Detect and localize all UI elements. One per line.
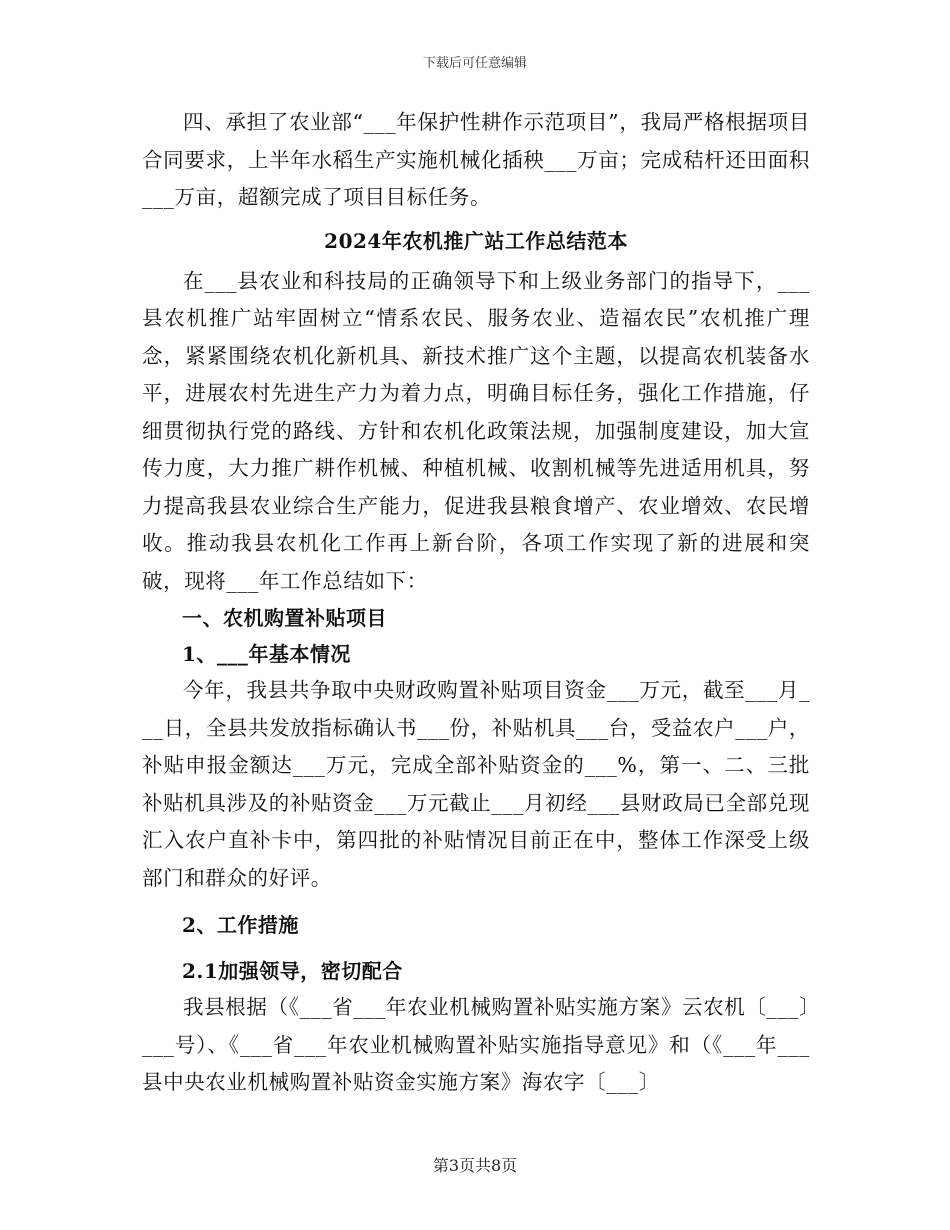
subsection-heading-2: 2、工作措施 (182, 913, 299, 937)
subsection-heading-1: 1、___年基本情况 (182, 642, 351, 666)
paragraph-project: 四、承担了农业部“___年保护性耕作示范项目”，我局严格根据项目合同要求，上半年水稻生产实施机械化插秧___万亩；完成秸杆还田面积___万亩，超额完成了项目目标任务。 (142, 110, 810, 209)
document-body (142, 104, 810, 1102)
section-heading-1: 一、农机购置补贴项目 (182, 606, 387, 630)
page-header: 下载后可任意编辑 (422, 56, 527, 71)
paragraph-intro: 在___县农业和科技局的正确领导下和上级业务部门的指导下，___县农机推广站牢固树立“情系农民、服务农业、造福农民”农机推广理念，紧紧围绕农机化新机具、新技术推广这个主题，以提高农机装备水平，进展农村先进生产力为着力点，明确目标任务，强化工作措施，仔细贯彻执行党的路线、方针和农机化政策法规，加强制度建设，加大宣传力度，大力推广耕作机械、种植机械、收割机械等先进适用机具，努力提高我县农业综合生产能力，促进我县粮食增产、农业增效、农民增收。推动我县农机化工作再上新台阶，各项工作实现了新的进展和突破，现将___年工作总结如下： (142, 268, 810, 593)
paragraph-measures: 我县根据（《___省___年农业机械购置补贴实施方案》云农机〔___〕___号）、《___省___年农业机械购置补贴实施指导意见》和（《___年___县中央农业机械购置补贴资金实施方案》海农字〔___〕 (142, 995, 810, 1094)
subsection-heading-2-1: 2.1加强领导，密切配合 (182, 959, 403, 983)
page-number: 第3页共8页 (432, 1156, 518, 1175)
document-title: 2024年农机推广站工作总结范本 (324, 228, 628, 253)
paragraph-basic-info: 今年，我县共争取中央财政购置补贴项目资金___万元，截至___月___日，全县共发放指标确认书___份，补贴机具___台，受益农户___户，补贴申报金额达___万元，完成全部补贴资金的___%，第一、二、三批补贴机具涉及的补贴资金___万元截止___月初经___县财政局已全部兑现汇入农户直补卡中，第四批的补贴情况目前正在中，整体工作深受上级部门和群众的好评。 (142, 678, 810, 890)
